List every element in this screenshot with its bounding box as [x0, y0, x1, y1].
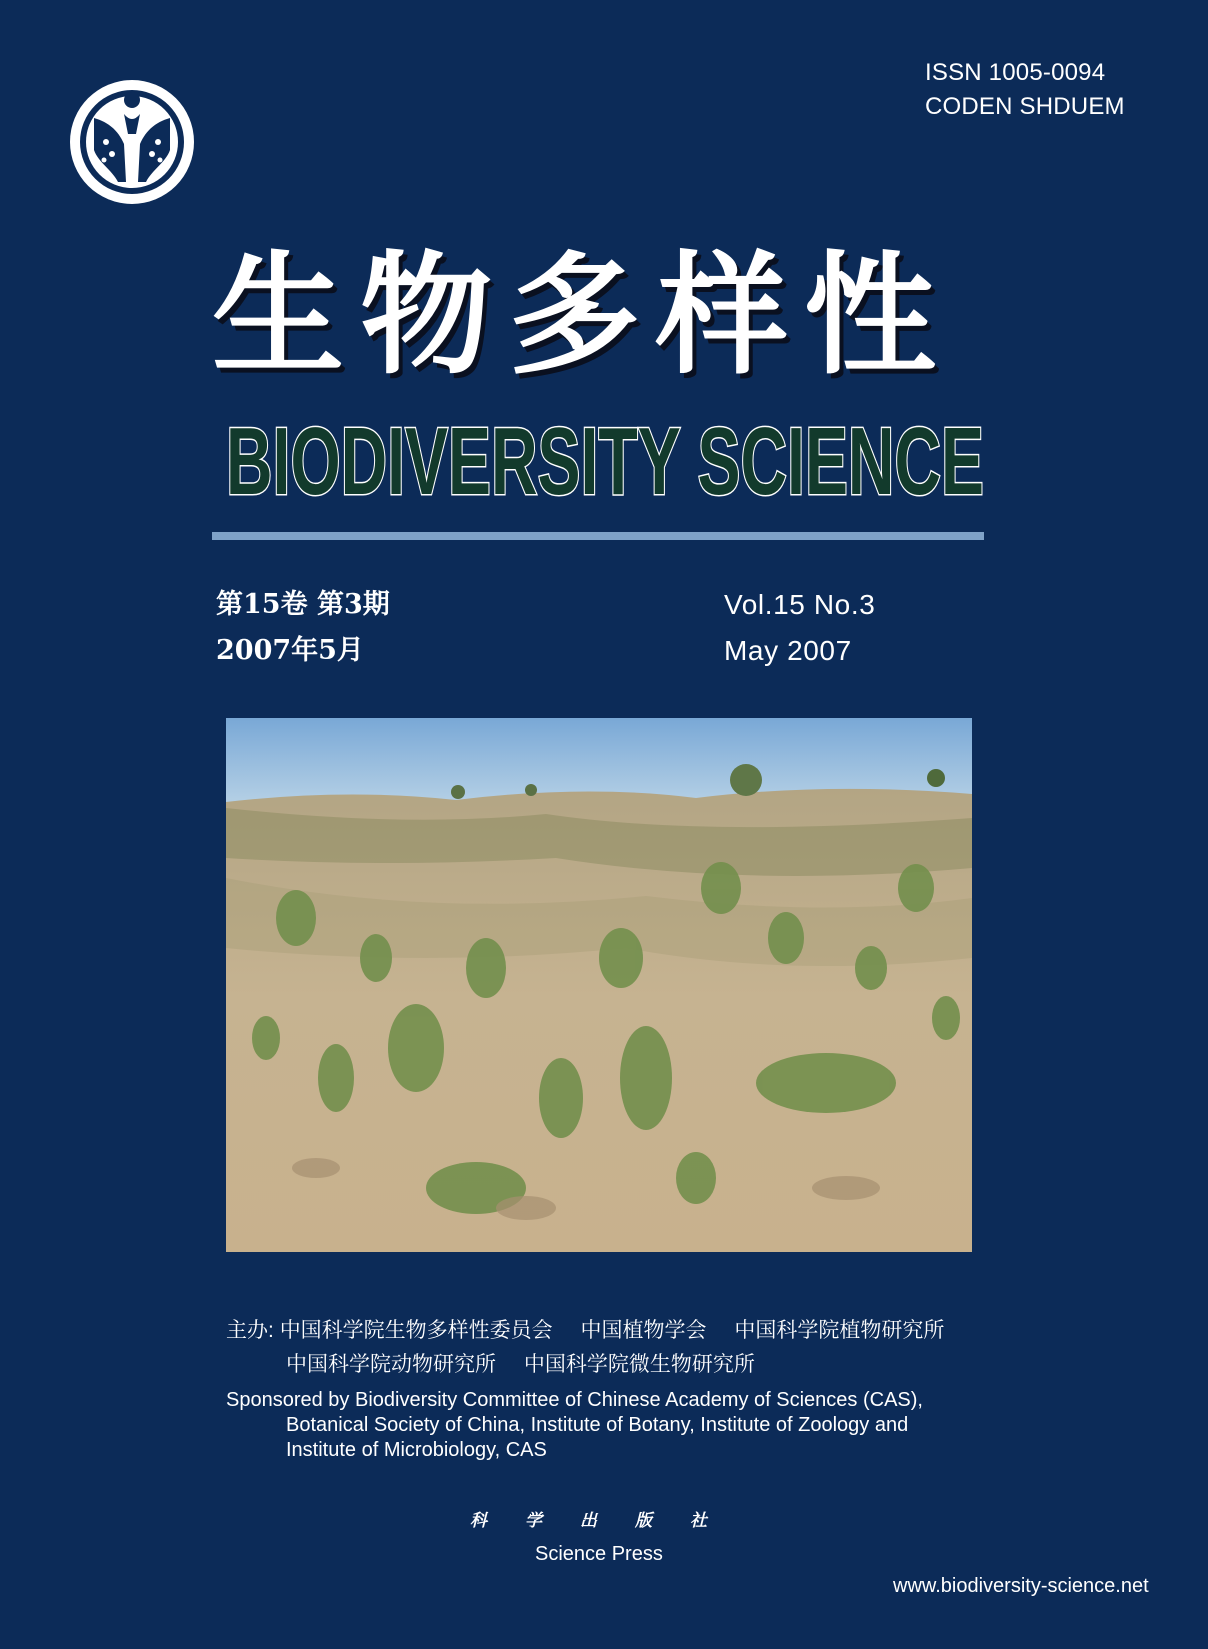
society-logo-icon: [68, 78, 196, 206]
journal-title-en: [226, 410, 986, 510]
title-divider: [212, 532, 984, 540]
issue-info-en: [724, 582, 875, 674]
sponsors-cn: [226, 1314, 944, 1382]
sponsor-cn: 中国植物学会: [580, 1319, 707, 1342]
sponsor-cn: 中国科学院动物研究所: [286, 1353, 496, 1376]
sponsors-en: [226, 1388, 923, 1463]
publisher-cn: 科学出版社: [470, 1511, 745, 1531]
sponsor-cn: 中国科学院生物多样性委员会: [279, 1319, 553, 1342]
coden-text: CODEN SHDUEM: [925, 93, 1125, 120]
issn-block: [925, 56, 1125, 124]
publisher-en: Science Press: [535, 1543, 663, 1565]
date-cn: 2007年5月: [216, 635, 364, 666]
issn-text: ISSN 1005-0094: [925, 59, 1106, 86]
sponsors-cn-row2: [226, 1348, 944, 1382]
date-en: May 2007: [724, 635, 852, 666]
issue-info-cn: [216, 582, 390, 674]
sponsors-cn-row1: [226, 1314, 944, 1348]
sponsor-label: 主办:: [226, 1319, 274, 1342]
cover-photo-sand-dunes: [226, 718, 972, 1252]
sponsors-en-line: Sponsored by Biodiversity Committee of Chinese Academy of Sciences (CAS),: [226, 1389, 923, 1411]
sponsors-en-line: Botanical Society of China, Institute of Botany, Institute of Zoology and: [286, 1414, 909, 1436]
sponsor-cn: 中国科学院微生物研究所: [523, 1353, 755, 1376]
volume-issue-en: Vol.15 No.3: [724, 589, 876, 620]
sponsors-en-line: Institute of Microbiology, CAS: [286, 1439, 547, 1461]
journal-title-cn: 生物多样性: [212, 238, 952, 393]
journal-title-en-text: BIODIVERSITY SCIENCE: [226, 410, 984, 510]
sponsor-cn: 中国科学院植物研究所: [734, 1319, 945, 1342]
volume-issue-cn: 第15卷 第3期: [216, 589, 390, 620]
website-url: www.biodiversity-science.net: [893, 1575, 1149, 1597]
